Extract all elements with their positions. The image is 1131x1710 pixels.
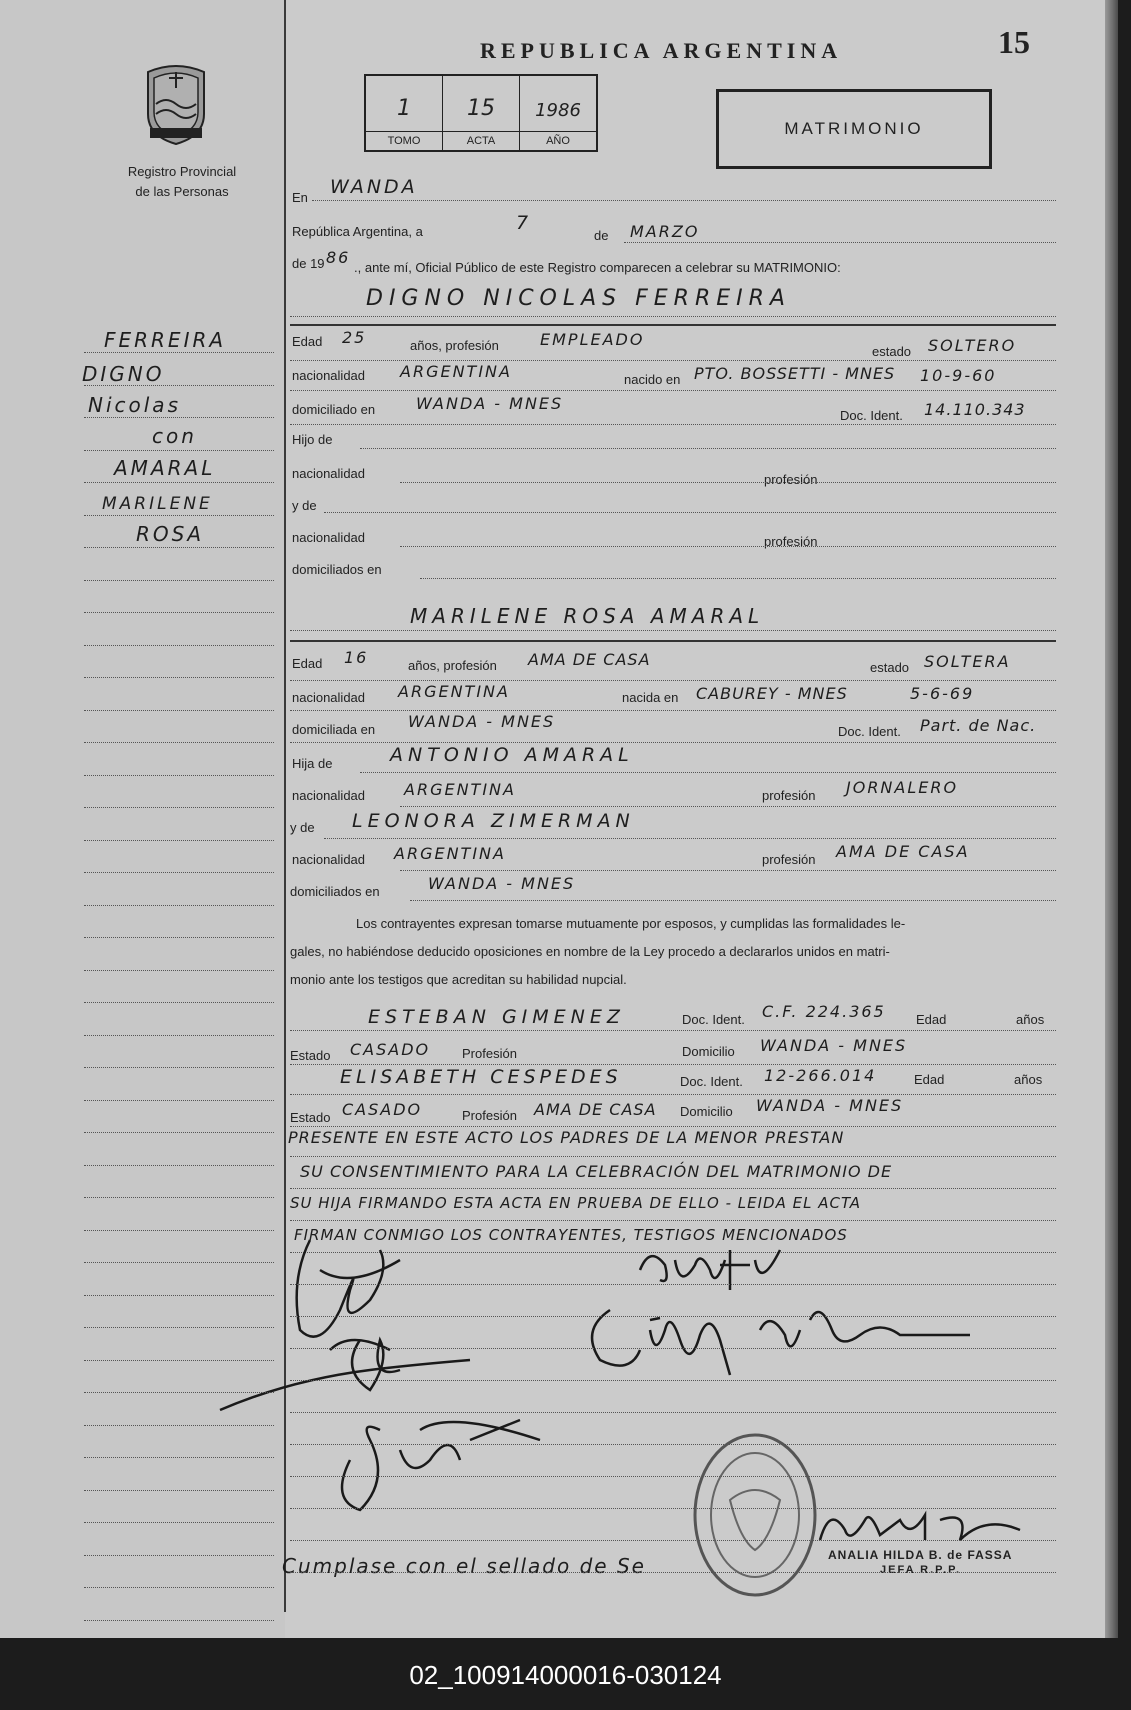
margin-ruled-line [84,1587,274,1588]
margin-ruled-line [84,1035,274,1036]
bride-nacionalidad-label: nacionalidad [292,690,366,705]
ano-cell [520,76,596,150]
margin-ruled-line [84,1100,274,1101]
witness1-domicilio-value: WANDA - MNES [760,1036,908,1055]
bride-profesion-label: años, profesión [408,658,497,673]
bride-doc-value: Part. de Nac. [920,716,1037,735]
bride-domicilio-value: WANDA - MNES [408,712,556,731]
groom-edad-value: 25 [342,328,367,347]
dotted-line [290,1094,1056,1095]
witness2-domicilio-label: Domicilio [680,1104,733,1119]
margin-ruled-line [84,937,274,938]
bride-nacida-fecha: 5-6-69 [910,684,975,703]
witness2-profesion-label: Profesión [462,1108,517,1123]
margin-ruled-line [84,352,274,353]
margin-ruled-line [84,807,274,808]
en-label: En [292,190,308,205]
declaration-paragraph [290,910,1050,994]
dotted-line [290,630,1056,631]
bride-nac1-label: nacionalidad [292,788,366,803]
dotted-line [290,1030,1056,1031]
closing-note: Cumplase con el sellado de Se [282,1554,646,1578]
margin-ruled-line [84,1132,274,1133]
bride-nacida-label: nacida en [622,690,679,705]
body-ruled-line [290,1380,1056,1381]
witness2-name: ELISABETH CESPEDES [340,1066,622,1088]
section-rule [290,324,1056,326]
margin-note-line: MARILENE [102,494,213,514]
dotted-line [290,1126,1056,1127]
bride-yde-label: y de [290,820,315,835]
margin-note-line: AMARAL [114,456,216,480]
groom-profesion-label: años, profesión [410,338,499,353]
groom-doc-value: 14.110.343 [924,400,1026,419]
body-ruled-line [290,1476,1056,1477]
groom-nacionalidad-label: nacionalidad [292,368,366,383]
dotted-line [400,546,1056,547]
witness1-edad-label: Edad [916,1012,947,1027]
witness2-estado-label: Estado [290,1110,331,1125]
witness2-profesion-value: AMA DE CASA [534,1100,657,1119]
act-type-box: MATRIMONIO [716,89,992,169]
bride-nac2-label: nacionalidad [292,852,366,867]
notes-line: SU CONSENTIMIENTO PARA LA CELEBRACIÓN DEL MATRIMONIO DE [300,1162,893,1181]
declaration-line: gales, no habiéndose deducido oposiciones en nombre de la Ley procedo a declararlos unidos en matri- [290,944,890,959]
acta-label: ACTA [443,131,519,150]
margin-ruled-line [84,1165,274,1166]
body-ruled-line [290,1572,1056,1573]
intro-sentence: ., ante mí, Oficial Público de este Registro comparecen a celebrar su MATRIMONIO: [354,260,841,275]
groom-doc-label: Doc. Ident. [840,408,903,423]
margin-note-line: DIGNO [82,362,165,386]
groom-hijo-label: Hijo de [292,432,333,447]
body-ruled-line [290,1284,1056,1285]
witness2-domicilio-value: WANDA - MNES [756,1096,904,1115]
groom-yde-label: y de [292,498,317,513]
groom-domicilio-value: WANDA - MNES [416,394,564,413]
bride-doc-label: Doc. Ident. [838,724,901,739]
margin-ruled-line [84,710,274,711]
bride-hija-label: Hija de [292,756,333,771]
margin-ruled-line [84,1197,274,1198]
registry-name-line2: de las Personas [135,184,229,199]
body-ruled-line [290,1540,1056,1541]
notes-line: FIRMAN CONMIGO LOS CONTRAYENTES, TESTIGOS MENCIONADOS [294,1226,848,1244]
groom-nac2-label: nacionalidad [292,530,366,545]
witness2-doc-label: Doc. Ident. [680,1074,743,1089]
bride-edad-label: Edad [292,656,323,671]
groom-domicilio-label: domiciliado en [292,402,376,417]
page-number: 15 [998,24,1030,60]
groom-prof1-label: profesión [764,472,818,487]
margin-ruled-line [84,450,274,451]
groom-nac1-label: nacionalidad [292,466,366,481]
dotted-line [400,482,1056,483]
groom-domiciliados-label: domiciliados en [292,562,382,577]
margin-ruled-line [84,1425,274,1426]
book-binding [1105,0,1118,1638]
body-ruled-line [290,1508,1056,1509]
margin-ruled-line [84,515,274,516]
dotted-line [400,870,1056,871]
registry-name-line1: Registro Provincial [127,164,237,179]
groom-nacido-fecha: 10-9-60 [920,366,997,385]
notes-line: SU HIJA FIRMANDO ESTA ACTA EN PRUEBA DE ELLO - LEIDA EL ACTA [290,1194,862,1212]
register-reference-box [364,74,598,152]
dotted-line [290,424,1056,425]
bride-padre-value: ANTONIO AMARAL [390,744,634,766]
witness2-edad-label: Edad [914,1072,945,1087]
margin-ruled-line [84,1295,274,1296]
witness1-estado-value: CASADO [350,1040,431,1059]
tomo-cell [366,76,443,150]
dotted-line [360,448,1056,449]
country-heading: REPUBLICA ARGENTINA [480,38,843,63]
witness2-anos-label: años [1014,1072,1043,1087]
margin-ruled-line [84,1067,274,1068]
month-value: MARZO [630,222,700,241]
dotted-line [290,710,1056,711]
witness1-name: ESTEBAN GIMENEZ [368,1006,625,1028]
registry-name [92,162,272,202]
margin-ruled-line [84,417,274,418]
bride-prof2-value: AMA DE CASA [836,842,970,861]
bride-profesion-value: AMA DE CASA [528,650,651,669]
margin-ruled-line [84,840,274,841]
witness1-domicilio-label: Domicilio [682,1044,735,1059]
dotted-line [290,1188,1056,1189]
dotted-line [290,742,1056,743]
notes-line: PRESENTE EN ESTE ACTO LOS PADRES DE LA MENOR PRESTAN [288,1128,845,1147]
declaration-line: Los contrayentes expresan tomarse mutuamente por esposos, y cumplidas las formalidades le- [356,916,906,931]
bride-domiciliados-label: domiciliados en [290,884,380,899]
margin-note-line: con [152,424,197,448]
bride-nacionalidad-value: ARGENTINA [398,682,510,701]
dotted-line [290,680,1056,681]
margin-ruled-line [84,547,274,548]
bride-domicilio-label: domiciliada en [292,722,376,737]
official-seal-stamp-icon [690,1430,820,1600]
official-title: JEFA R.P.P. [880,1564,962,1576]
groom-prof2-label: profesión [764,534,818,549]
groom-profesion-value: EMPLEADO [540,330,645,349]
year-value: 86 [326,248,351,267]
dotted-line [290,390,1056,391]
section-rule [290,640,1056,642]
dotted-line [624,242,1056,243]
year-prefix: de 19 [292,256,325,271]
margin-ruled-line [84,612,274,613]
dotted-line [324,512,1056,513]
bride-prof2-label: profesión [762,852,816,867]
dotted-line [312,200,1056,201]
body-ruled-line [290,1316,1056,1317]
margin-note-line: FERREIRA [104,328,227,352]
margin-ruled-line [84,385,274,386]
groom-nacido-value: PTO. BOSSETTI - MNES [694,364,896,383]
bride-full-name: MARILENE ROSA AMARAL [410,604,765,628]
margin-ruled-line [84,1327,274,1328]
margin-ruled-line [84,645,274,646]
witness1-anos-label: años [1016,1012,1045,1027]
witness2-estado-value: CASADO [342,1100,423,1119]
dotted-line [410,900,1056,901]
margin-ruled-line [84,872,274,873]
margin-ruled-line [84,1360,274,1361]
ano-value: 1986 [535,100,581,121]
bride-madre-value: LEONORA ZIMERMAN [352,810,635,832]
bride-estado-label: estado [870,660,910,675]
margin-ruled-line [84,677,274,678]
witness2-doc-value: 12-266.014 [764,1066,877,1085]
witness1-estado-label: Estado [290,1048,331,1063]
dotted-line [324,838,1056,839]
margin-ruled-line [84,1262,274,1263]
body-ruled-line [290,1348,1056,1349]
bride-prof1-label: profesión [762,788,816,803]
margin-ruled-line [84,1555,274,1556]
dotted-line [290,316,1056,317]
day-value: 7 [516,212,532,234]
dotted-line [360,772,1056,773]
bride-domiciliados-value: WANDA - MNES [428,874,576,893]
acta-value: 15 [467,96,495,121]
groom-edad-label: Edad [292,334,323,349]
tomo-value: 1 [397,96,411,121]
province-seal-icon [136,58,216,146]
margin-ruled-line [84,1002,274,1003]
bride-estado-value: SOLTERA [924,652,1011,671]
dotted-line [400,806,1056,807]
witness1-doc-value: C.F. 224.365 [762,1002,886,1021]
margin-ruled-line [84,1457,274,1458]
margin-note-line: Nicolas [88,393,181,417]
republica-label: República Argentina, a [292,224,423,239]
margin-ruled-line [84,775,274,776]
image-id-footer: 02_100914000016-030124 [409,1660,722,1690]
tomo-label: TOMO [366,131,442,150]
margin-ruled-line [84,970,274,971]
margin-note-line: ROSA [136,522,205,546]
margin-ruled-line [84,1522,274,1523]
bride-prof1-value: JORNALERO [846,778,959,797]
margin-ruled-line [84,1230,274,1231]
margin-ruled-line [84,742,274,743]
witness1-profesion-label: Profesión [462,1046,517,1061]
bride-nac2-value: ARGENTINA [394,844,506,863]
dotted-line [290,360,1056,361]
dotted-line [290,1156,1056,1157]
official-name: ANALIA HILDA B. de FASSA [828,1548,1013,1562]
bride-nac1-value: ARGENTINA [404,780,516,799]
declaration-line: monio ante los testigos que acreditan su habilidad nupcial. [290,972,627,987]
dotted-line [420,578,1056,579]
margin-ruled-line [84,1392,274,1393]
margin-ruled-line [84,482,274,483]
acta-cell [443,76,520,150]
margin-ruled-line [84,1490,274,1491]
witness1-doc-label: Doc. Ident. [682,1012,745,1027]
bride-nacida-value: CABUREY - MNES [696,684,848,703]
bride-edad-value: 16 [344,648,369,667]
margin-ruled-line [84,580,274,581]
dotted-line [290,1064,1056,1065]
dotted-line [290,1220,1056,1221]
signature-contrayente-2 [320,1400,550,1520]
groom-full-name: DIGNO NICOLAS FERREIRA [366,286,791,311]
en-place-value: WANDA [330,176,418,198]
groom-estado-label: estado [872,344,912,359]
ano-label: AÑO [520,131,596,150]
de-label: de [594,228,609,243]
groom-nacionalidad-value: ARGENTINA [400,362,512,381]
body-ruled-line [290,1444,1056,1445]
groom-estado-value: SOLTERO [928,336,1017,355]
margin-ruled-line [84,1620,274,1621]
signature-witness [570,1290,990,1380]
groom-nacido-label: nacido en [624,372,681,387]
margin-ruled-line [84,905,274,906]
body-ruled-line [290,1412,1056,1413]
